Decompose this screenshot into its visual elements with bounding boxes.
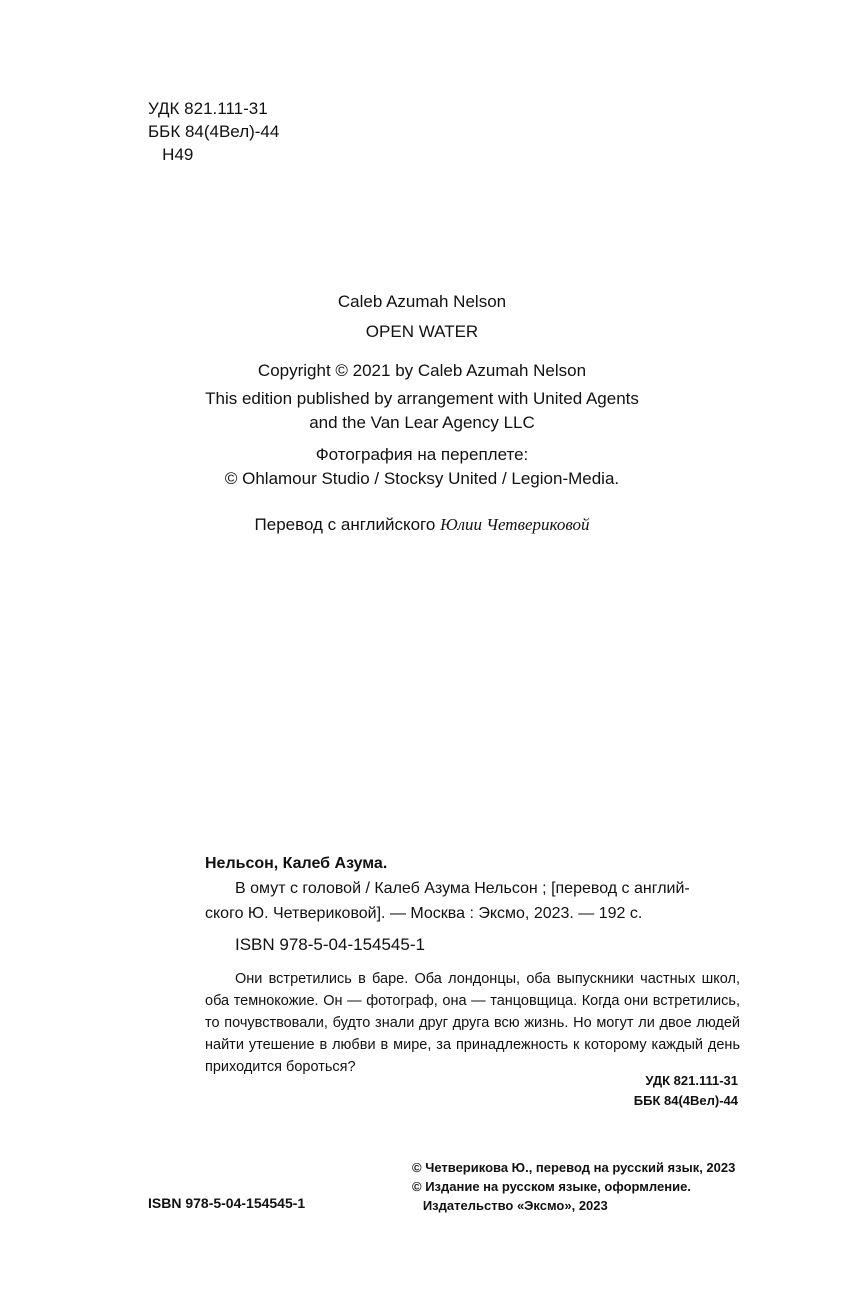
edition-line-2: and the Van Lear Agency LLC bbox=[309, 413, 535, 432]
isbn-bottom: ISBN 978-5-04-154545-1 bbox=[148, 1195, 306, 1211]
bbk-code: ББК 84(4Вел)-44 bbox=[148, 122, 280, 141]
author-mark: Н49 bbox=[148, 145, 194, 164]
udk-code-right: УДК 821.111-31 bbox=[645, 1073, 738, 1088]
original-author: Caleb Azumah Nelson bbox=[337, 292, 507, 311]
udk-code: УДК 821.111-31 bbox=[148, 99, 268, 118]
bibliographic-line-1: В омут с головой / Калеб Азума Нельсон ; [перевод с англий- bbox=[235, 880, 690, 897]
edition-line-1: This edition published by arrangement with United Agents bbox=[205, 389, 639, 408]
photo-credit: © Ohlamour Studio / Stocksy United / Legion-Media. bbox=[224, 469, 620, 488]
annotation: Они встретились в баре. Оба лондонцы, оба выпускники частных школ, оба темнокожие. Он — фотограф, она — танцовщица. Когда они встретились, то почувствовали, будто знали друг друга всю жизнь. Но могут ли двое людей найти утешение в любви в мире, за принадлежность к которому каждый день приходится бороться? bbox=[205, 971, 740, 1075]
translation-credit bbox=[0, 513, 844, 536]
copyright-publisher: Издательство «Эксмо», 2023 bbox=[412, 1198, 608, 1213]
copyright-edition: © Издание на русском языке, оформление. bbox=[412, 1179, 691, 1194]
copyright-translation: © Четверикова Ю., перевод на русский язык, 2023 bbox=[412, 1160, 736, 1175]
original-title: OPEN WATER bbox=[365, 322, 479, 341]
original-copyright: Copyright © 2021 by Caleb Azumah Nelson bbox=[257, 361, 587, 380]
isbn: ISBN 978-5-04-154545-1 bbox=[235, 935, 425, 954]
russian-copyright bbox=[412, 1158, 735, 1215]
bibliographic-line-2: ского Ю. Четвериковой]. — Москва : Эксмо, 2023. — 192 с. bbox=[205, 905, 643, 922]
photo-label: Фотография на переплете: bbox=[315, 445, 529, 464]
bbk-code-right: ББК 84(4Вел)-44 bbox=[633, 1093, 738, 1108]
translator-name: Юлии Четвериковой bbox=[440, 515, 590, 534]
translation-prefix: Перевод с английского bbox=[254, 515, 441, 534]
bibliographic-record bbox=[205, 851, 740, 926]
codes-right bbox=[560, 1071, 738, 1111]
bibliographic-heading: Нельсон, Калеб Азума. bbox=[205, 855, 388, 872]
classification-codes bbox=[148, 97, 279, 166]
